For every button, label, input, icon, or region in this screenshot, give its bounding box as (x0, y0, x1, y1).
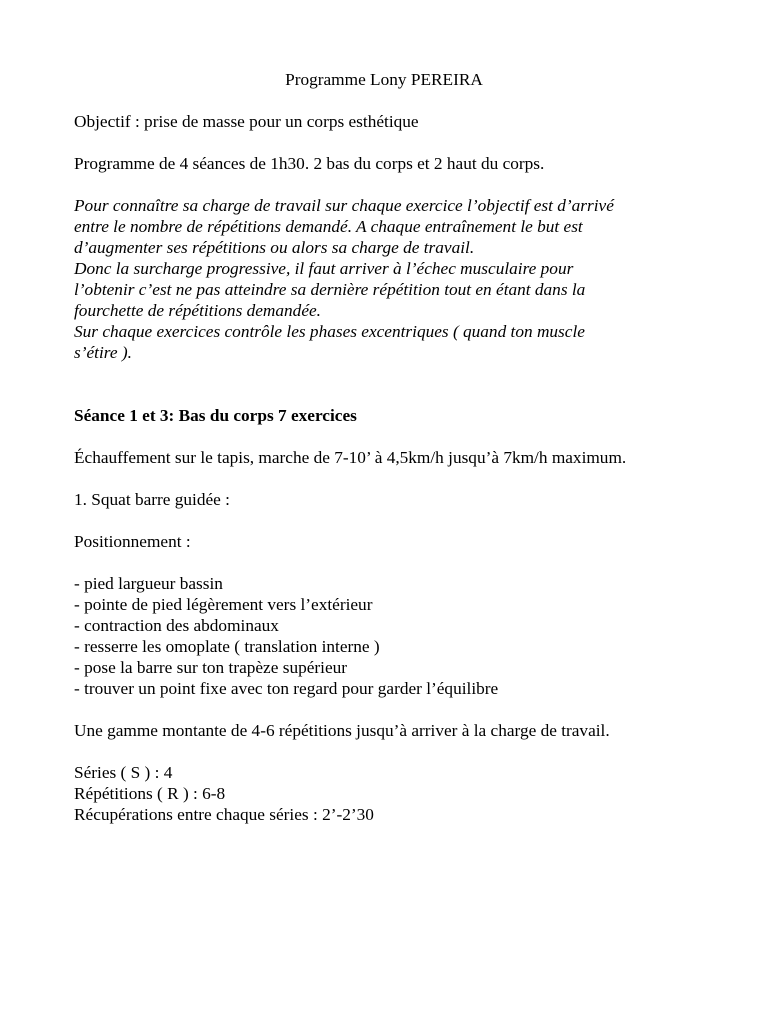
exercise-title: 1. Squat barre guidée : (74, 490, 230, 509)
warmup-text: Échauffement sur le tapis, marche de 7-10’ à 4,5km/h jusqu’à 7km/h maximum. (74, 448, 627, 467)
intro-line: Donc la surcharge progressive, il faut arriver à l’échec musculaire pour (74, 259, 574, 278)
intro-line: d’augmenter ses répétitions ou alors sa charge de travail. (74, 238, 475, 257)
positioning-item: - pointe de pied légèrement vers l’extérieur (74, 595, 373, 614)
rest-text: Récupérations entre chaque séries : 2’-2’30 (74, 805, 374, 824)
intro-line: fourchette de répétitions demandée. (74, 301, 321, 320)
intro-line: Pour connaître sa charge de travail sur chaque exercice l’objectif est d’arrivé (74, 196, 614, 215)
document-title: Programme Lony PEREIRA (285, 70, 483, 89)
reps-text: Répétitions ( R ) : 6-8 (74, 784, 226, 803)
intro-line: Sur chaque exercices contrôle les phases excentriques ( quand ton muscle (74, 322, 585, 341)
positioning-item: - pied largueur bassin (74, 574, 223, 593)
ramp-up-text: Une gamme montante de 4-6 répétitions jusqu’à arriver à la charge de travail. (74, 721, 610, 740)
positioning-item: - pose la barre sur ton trapèze supérieur (74, 658, 348, 677)
program-summary: Programme de 4 séances de 1h30. 2 bas du corps et 2 haut du corps. (74, 154, 545, 173)
intro-line: l’obtenir c’est ne pas atteindre sa dernière répétition tout en étant dans la (74, 280, 586, 299)
intro-line: s’étire ). (74, 343, 132, 362)
positioning-item: - contraction des abdominaux (74, 616, 279, 635)
session-heading: Séance 1 et 3: Bas du corps 7 exercices (74, 406, 357, 425)
positioning-item: - resserre les omoplate ( translation interne ) (74, 637, 380, 656)
intro-line: entre le nombre de répétitions demandé. A chaque entraînement le but est (74, 217, 583, 236)
sets-text: Séries ( S ) : 4 (74, 763, 173, 782)
positioning-label: Positionnement : (74, 532, 191, 551)
objective-text: Objectif : prise de masse pour un corps esthétique (74, 112, 419, 131)
positioning-item: - trouver un point fixe avec ton regard pour garder l’équilibre (74, 679, 499, 698)
